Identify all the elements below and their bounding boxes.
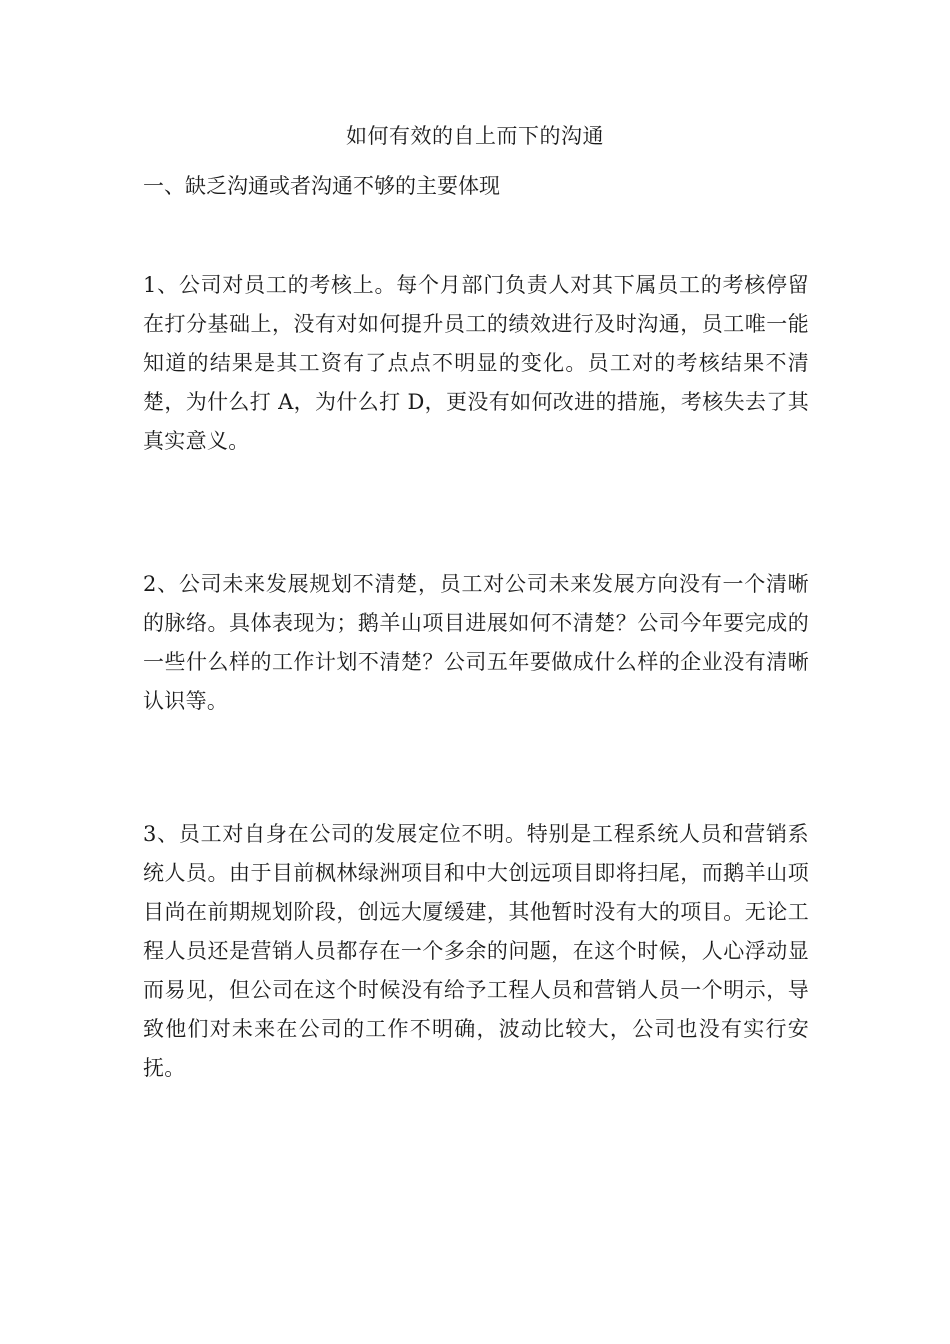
paragraph-1: 1、公司对员工的考核上。每个月部门负责人对其下属员工的考核停留在打分基础上，没有对如何提升员工的绩效进行及时沟通，员工唯一能知道的结果是其工资有了点点不明显的变化。员工对的考核结果不清楚，为什么打 A，为什么打 D，更没有如何改进的措施，考核失去了其真实意义。 [143,273,809,453]
paragraph-3: 3、员工对自身在公司的发展定位不明。特别是工程系统人员和营销系统人员。由于目前枫林绿洲项目和中大创远项目即将扫尾，而鹅羊山项目尚在前期规划阶段，创远大厦缓建，其他暂时没有大的项目。无论工程人员还是营销人员都存在一个多余的问题，在这个时候，人心浮动显而易见，但公司在这个时候没有给予工程人员和营销人员一个明示，导致他们对未来在公司的工作不明确，波动比较大，公司也没有实行安抚。 [143,822,809,1080]
section-heading: 一、缺乏沟通或者沟通不够的主要体现 [143,174,500,198]
paragraph-2: 2、公司未来发展规划不清楚，员工对公司未来发展方向没有一个清晰的脉络。具体表现为；鹅羊山项目进展如何不清楚？公司今年要完成的一些什么样的工作计划不清楚？公司五年要做成什么样的企业没有清晰认识等。 [143,572,809,713]
document-title: 如何有效的自上而下的沟通 [346,124,604,148]
